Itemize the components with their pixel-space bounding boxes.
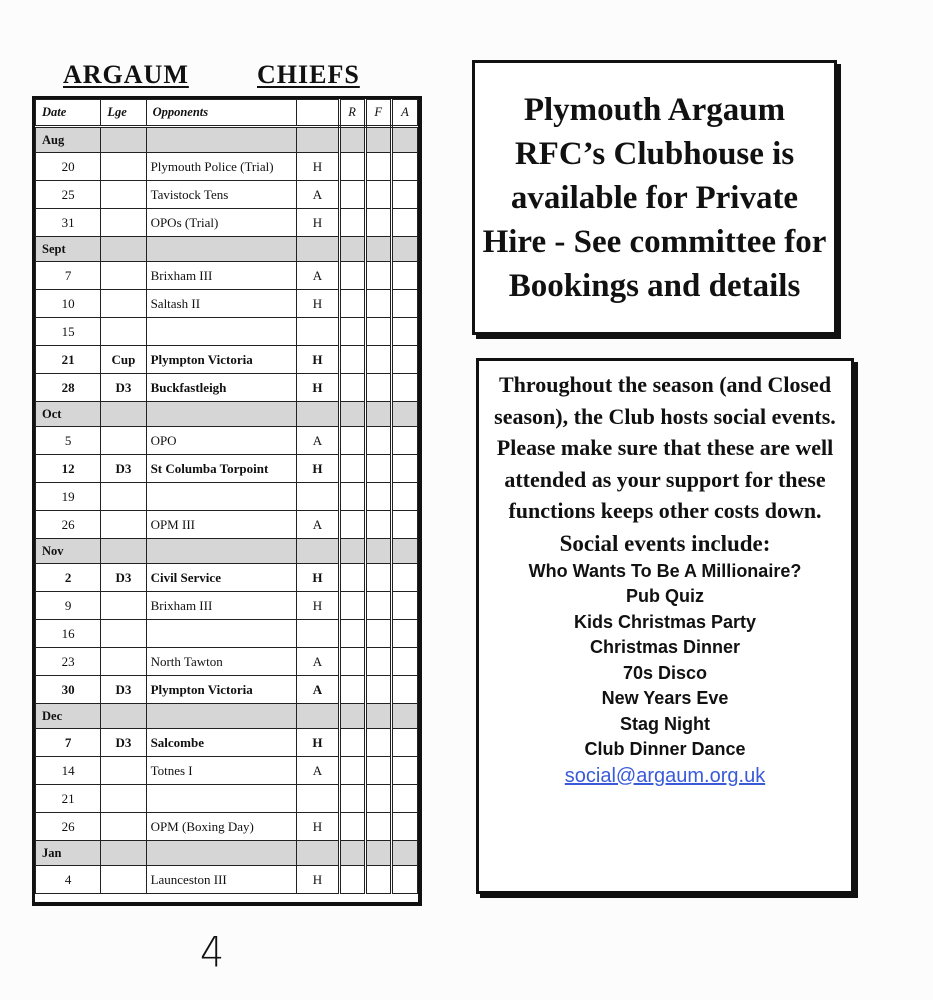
fixture-points-for: [365, 374, 391, 402]
fixture-points-against: [391, 262, 417, 290]
fixture-league: D3: [101, 455, 146, 483]
fixture-home-away: A: [297, 757, 339, 785]
header-home-away: [297, 100, 339, 127]
fixture-date: 21: [36, 785, 101, 813]
list-item: Pub Quiz: [626, 586, 704, 606]
fixture-opponent: [146, 318, 297, 346]
fixture-result: [339, 374, 365, 402]
fixture-league: [101, 181, 146, 209]
fixture-opponent: Civil Service: [146, 564, 297, 592]
fixture-home-away: A: [297, 676, 339, 704]
list-item: Stag Night: [620, 713, 710, 734]
fixture-points-against: [391, 757, 417, 785]
fixture-points-for: [365, 648, 391, 676]
header-opponents: Opponents: [146, 100, 297, 127]
month-cell: [297, 841, 339, 866]
fixture-date: 21: [36, 346, 101, 374]
fixture-points-for: [365, 729, 391, 757]
fixture-date: 19: [36, 483, 101, 511]
fixture-result: [339, 511, 365, 539]
fixture-points-against: [391, 483, 417, 511]
fixture-result: [339, 181, 365, 209]
table-row: [36, 757, 418, 785]
month-cell: [297, 402, 339, 427]
fixture-date: 7: [36, 729, 101, 757]
month-cell: [146, 402, 297, 427]
fixture-points-for: [365, 318, 391, 346]
table-row: [36, 318, 418, 346]
fixture-opponent: [146, 785, 297, 813]
fixture-home-away: [297, 785, 339, 813]
fixture-home-away: H: [297, 346, 339, 374]
list-item: Club Dinner Dance: [584, 739, 746, 759]
fixture-date: 15: [36, 318, 101, 346]
month-cell: [146, 127, 297, 153]
fixture-opponent: OPO: [146, 427, 297, 455]
fixture-opponent: Brixham III: [146, 592, 297, 620]
fixture-opponent: Saltash II: [146, 290, 297, 318]
month-cell: [391, 402, 417, 427]
fixture-league: [101, 648, 146, 676]
fixture-points-for: [365, 785, 391, 813]
table-row: [36, 374, 418, 402]
fixture-opponent: Plympton Victoria: [146, 676, 297, 704]
month-cell: [339, 127, 365, 153]
fixture-points-for: [365, 262, 391, 290]
fixture-date: 9: [36, 592, 101, 620]
fixture-league: [101, 620, 146, 648]
fixture-points-against: [391, 564, 417, 592]
fixture-league: [101, 290, 146, 318]
month-cell: [146, 704, 297, 729]
fixture-home-away: A: [297, 181, 339, 209]
fixture-league: D3: [101, 729, 146, 757]
month-cell: [297, 704, 339, 729]
fixture-league: [101, 511, 146, 539]
fixture-date: 5: [36, 427, 101, 455]
table-row: [36, 620, 418, 648]
fixture-home-away: A: [297, 427, 339, 455]
fixture-opponent: OPM III: [146, 511, 297, 539]
month-cell: [391, 539, 417, 564]
fixture-result: [339, 676, 365, 704]
fixture-date: 25: [36, 181, 101, 209]
fixture-points-against: [391, 374, 417, 402]
fixture-league: [101, 427, 146, 455]
fixture-opponent: Plymouth Police (Trial): [146, 153, 297, 181]
fixture-points-against: [391, 290, 417, 318]
list-item: Who Wants To Be A Millionaire?: [528, 560, 802, 581]
fixture-home-away: H: [297, 866, 339, 894]
fixture-league: [101, 318, 146, 346]
fixture-opponent: North Tawton: [146, 648, 297, 676]
private-hire-text: Plymouth Argaum RFC’s Clubhouse is available for Private Hire - See committee for Bookings and details: [482, 91, 827, 304]
fixture-points-for: [365, 455, 391, 483]
header-a: A: [391, 100, 417, 127]
fixture-home-away: [297, 318, 339, 346]
fixture-date: 30: [36, 676, 101, 704]
fixture-points-against: [391, 785, 417, 813]
title-chiefs: CHIEFS: [257, 60, 360, 89]
fixture-result: [339, 153, 365, 181]
list-item: Kids Christmas Party: [573, 611, 757, 632]
month-cell: [101, 237, 146, 262]
fixture-points-for: [365, 676, 391, 704]
fixture-result: [339, 483, 365, 511]
fixture-points-for: [365, 620, 391, 648]
fixture-date: 28: [36, 374, 101, 402]
fixture-league: D3: [101, 564, 146, 592]
table-row: [36, 648, 418, 676]
header-f: F: [365, 100, 391, 127]
fixture-opponent: Salcombe: [146, 729, 297, 757]
table-row: [36, 813, 418, 841]
fixture-date: 10: [36, 290, 101, 318]
fixture-result: [339, 290, 365, 318]
fixture-opponent: [146, 620, 297, 648]
fixture-result: [339, 757, 365, 785]
month-cell: [101, 841, 146, 866]
fixture-points-against: [391, 729, 417, 757]
table-row: [36, 346, 418, 374]
fixture-home-away: [297, 483, 339, 511]
fixture-home-away: H: [297, 592, 339, 620]
month-cell: [391, 127, 417, 153]
list-item: New Years Eve: [601, 688, 729, 708]
fixture-result: [339, 813, 365, 841]
fixture-points-for: [365, 866, 391, 894]
fixture-league: [101, 757, 146, 785]
fixture-league: [101, 813, 146, 841]
month-cell: [146, 539, 297, 564]
fixture-points-against: [391, 620, 417, 648]
month-cell: [339, 704, 365, 729]
month-row: [36, 704, 418, 729]
table-header-row: [36, 100, 418, 127]
month-label: Dec: [36, 704, 101, 729]
month-cell: [339, 841, 365, 866]
month-label: Nov: [36, 539, 101, 564]
fixture-result: [339, 318, 365, 346]
fixture-home-away: [297, 620, 339, 648]
fixture-points-for: [365, 813, 391, 841]
month-cell: [339, 402, 365, 427]
fixture-points-against: [391, 813, 417, 841]
fixture-home-away: H: [297, 209, 339, 237]
fixture-league: D3: [101, 374, 146, 402]
month-cell: [339, 237, 365, 262]
month-cell: [146, 841, 297, 866]
fixture-home-away: A: [297, 262, 339, 290]
fixture-result: [339, 427, 365, 455]
fixture-points-for: [365, 153, 391, 181]
fixture-points-for: [365, 564, 391, 592]
fixture-home-away: H: [297, 153, 339, 181]
month-cell: [391, 704, 417, 729]
month-label: Jan: [36, 841, 101, 866]
fixture-league: [101, 785, 146, 813]
fixture-points-against: [391, 153, 417, 181]
page-number: 4: [200, 927, 225, 977]
month-cell: [365, 704, 391, 729]
fixture-home-away: H: [297, 374, 339, 402]
fixture-result: [339, 262, 365, 290]
month-label: Aug: [36, 127, 101, 153]
month-cell: [297, 237, 339, 262]
fixture-opponent: OPOs (Trial): [146, 209, 297, 237]
table-row: [36, 455, 418, 483]
month-row: [36, 402, 418, 427]
fixture-opponent: Tavistock Tens: [146, 181, 297, 209]
fixture-result: [339, 455, 365, 483]
fixture-points-for: [365, 346, 391, 374]
table-row: [36, 427, 418, 455]
fixture-points-for: [365, 290, 391, 318]
fixture-points-for: [365, 757, 391, 785]
fixture-league: [101, 483, 146, 511]
fixture-date: 23: [36, 648, 101, 676]
month-cell: [297, 539, 339, 564]
month-row: [36, 237, 418, 262]
month-cell: [297, 127, 339, 153]
fixture-league: [101, 262, 146, 290]
fixture-opponent: Plympton Victoria: [146, 346, 297, 374]
fixture-date: 4: [36, 866, 101, 894]
table-row: [36, 785, 418, 813]
month-label: Sept: [36, 237, 101, 262]
fixture-home-away: H: [297, 729, 339, 757]
fixture-points-against: [391, 866, 417, 894]
month-cell: [101, 402, 146, 427]
social-events-heading: Social events include:: [559, 530, 771, 556]
fixture-home-away: H: [297, 813, 339, 841]
header-date: Date: [36, 100, 101, 127]
fixture-home-away: A: [297, 648, 339, 676]
fixture-points-against: [391, 427, 417, 455]
fixture-opponent: [146, 483, 297, 511]
month-label: Oct: [36, 402, 101, 427]
month-cell: [365, 237, 391, 262]
fixture-points-for: [365, 483, 391, 511]
fixture-points-for: [365, 592, 391, 620]
fixture-home-away: A: [297, 511, 339, 539]
table-row: [36, 676, 418, 704]
header-r: R: [339, 100, 365, 127]
table-row: [36, 592, 418, 620]
table-row: [36, 511, 418, 539]
fixture-date: 7: [36, 262, 101, 290]
fixture-league: D3: [101, 676, 146, 704]
month-cell: [365, 841, 391, 866]
page-title: [60, 60, 380, 92]
month-row: [36, 841, 418, 866]
fixture-date: 12: [36, 455, 101, 483]
fixture-points-against: [391, 592, 417, 620]
social-intro-text: Throughout the season (and Closed season), the Club hosts social events. Please make sure that these are well attended as your support for these functions keeps other costs down.: [494, 372, 836, 523]
fixture-date: 14: [36, 757, 101, 785]
fixture-league: [101, 153, 146, 181]
social-events-list: [479, 559, 851, 763]
table-row: [36, 729, 418, 757]
fixture-date: 16: [36, 620, 101, 648]
fixture-points-for: [365, 511, 391, 539]
fixture-result: [339, 866, 365, 894]
fixture-date: 20: [36, 153, 101, 181]
list-item: 70s Disco: [622, 662, 708, 683]
fixture-body: [36, 127, 418, 894]
fixture-points-against: [391, 648, 417, 676]
fixture-points-against: [391, 511, 417, 539]
fixture-result: [339, 648, 365, 676]
fixture-result: [339, 592, 365, 620]
list-item: Christmas Dinner: [589, 637, 741, 657]
table-row: [36, 181, 418, 209]
month-cell: [339, 539, 365, 564]
month-cell: [101, 704, 146, 729]
table-row: [36, 262, 418, 290]
fixture-points-against: [391, 209, 417, 237]
month-cell: [391, 237, 417, 262]
fixture-points-for: [365, 181, 391, 209]
month-cell: [101, 539, 146, 564]
fixture-result: [339, 346, 365, 374]
fixture-date: 31: [36, 209, 101, 237]
table-row: [36, 153, 418, 181]
fixture-opponent: Totnes I: [146, 757, 297, 785]
fixture-result: [339, 785, 365, 813]
fixture-opponent: Launceston III: [146, 866, 297, 894]
table-row: [36, 866, 418, 894]
social-email-link[interactable]: social@argaum.org.uk: [564, 764, 766, 787]
fixture-home-away: H: [297, 290, 339, 318]
fixture-date: 2: [36, 564, 101, 592]
month-cell: [146, 237, 297, 262]
month-cell: [391, 841, 417, 866]
fixture-result: [339, 564, 365, 592]
fixture-league: Cup: [101, 346, 146, 374]
social-events-notice: [476, 358, 854, 894]
fixture-opponent: OPM (Boxing Day): [146, 813, 297, 841]
fixture-league: [101, 866, 146, 894]
fixture-result: [339, 620, 365, 648]
fixture-points-for: [365, 427, 391, 455]
title-argaum: ARGAUM: [63, 60, 189, 89]
fixture-result: [339, 209, 365, 237]
fixture-points-for: [365, 209, 391, 237]
table-row: [36, 564, 418, 592]
fixture-opponent: Buckfastleigh: [146, 374, 297, 402]
table-row: [36, 209, 418, 237]
fixture-league: [101, 209, 146, 237]
fixture-league: [101, 592, 146, 620]
fixture-date: 26: [36, 813, 101, 841]
header-lge: Lge: [101, 100, 146, 127]
month-cell: [101, 127, 146, 153]
fixture-points-against: [391, 455, 417, 483]
fixture-date: 26: [36, 511, 101, 539]
fixture-points-against: [391, 676, 417, 704]
fixture-home-away: H: [297, 564, 339, 592]
fixture-home-away: H: [297, 455, 339, 483]
month-cell: [365, 539, 391, 564]
fixture-points-against: [391, 318, 417, 346]
fixture-opponent: Brixham III: [146, 262, 297, 290]
fixtures-table: [32, 96, 422, 906]
fixture-points-against: [391, 181, 417, 209]
month-row: [36, 539, 418, 564]
month-cell: [365, 402, 391, 427]
private-hire-notice: [472, 60, 837, 335]
fixture-opponent: St Columba Torpoint: [146, 455, 297, 483]
month-cell: [365, 127, 391, 153]
table-row: [36, 290, 418, 318]
month-row: [36, 127, 418, 153]
fixture-result: [339, 729, 365, 757]
table-row: [36, 483, 418, 511]
fixture-points-against: [391, 346, 417, 374]
